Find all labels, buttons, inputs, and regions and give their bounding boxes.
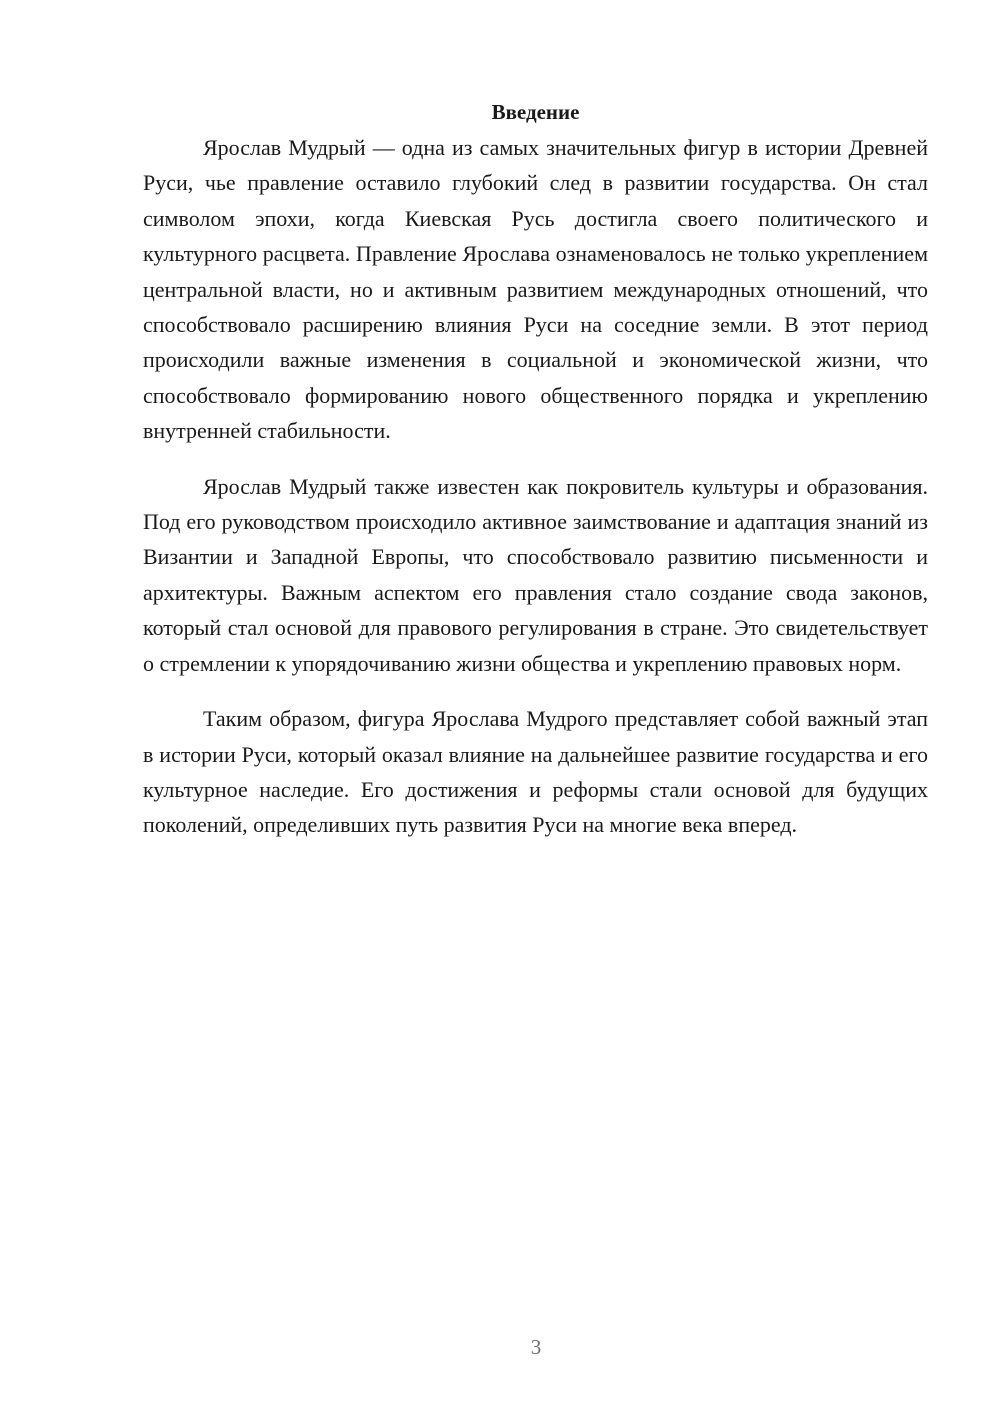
section-title: Введение <box>491 100 580 124</box>
paragraph-1: Ярослав Мудрый — одна из самых значительных фигур в истории Древней Руси, чье правление оставило глубокий след в развитии государства. Он стал символом эпохи, когда Киевская Русь достигла своего политического и культурного расцвета. Правление Ярослава ознаменовалось не только укреплением центральной власти, но и активным развитием международных отношений, что способствовало расширению влияния Руси на соседние земли. В этот период происходили важные изменения в социальной и экономической жизни, что способствовало формированию нового общественного порядка и укреплению внутренней стабильности. <box>143 135 928 444</box>
paragraph-3: Таким образом, фигура Ярослава Мудрого представляет собой важный этап в истории Руси, который оказал влияние на дальнейшее развитие государства и его культурное наследие. Его достижения и реформы стали основой для будущих поколений, определивших путь развития Руси на многие века вперед. <box>143 706 928 838</box>
page-body <box>143 95 928 843</box>
paragraph-2: Ярослав Мудрый также известен как покровитель культуры и образования. Под его руководством происходило активное заимствование и адаптация знаний из Византии и Западной Европы, что способствовало развитию письменности и архитектуры. Важным аспектом его правления стало создание свода законов, который стал основой для правового регулирования в стране. Это свидетельствует о стремлении к упорядочиванию жизни общества и укреплению правовых норм. <box>143 473 928 676</box>
page-number: 3 <box>530 1335 542 1359</box>
